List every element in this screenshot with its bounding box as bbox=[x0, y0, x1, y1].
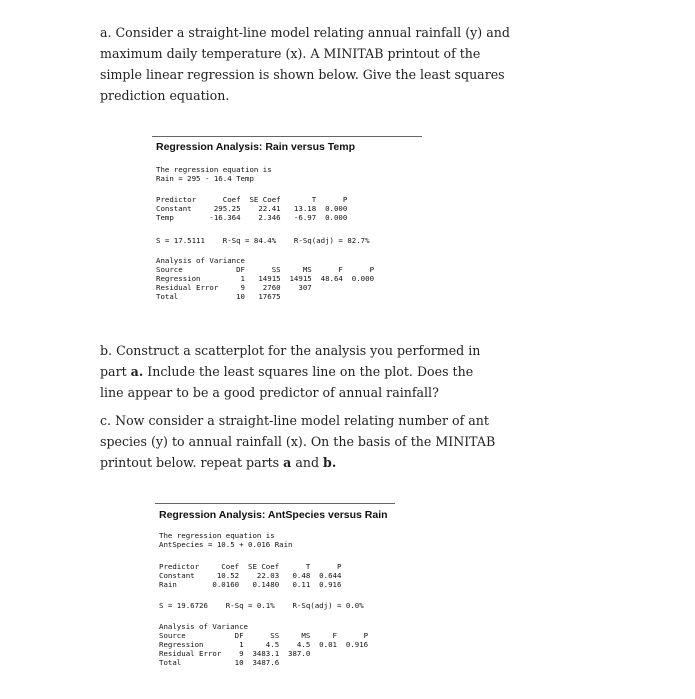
regression-equation: AntSpecies = 10.5 + 0.016 Rain bbox=[159, 540, 293, 549]
anova-row-residual: Residual Error 9 3483.1 387.0 bbox=[159, 649, 311, 658]
anova-row-total: Total 10 17675 bbox=[156, 292, 281, 301]
coef-table-header: Predictor Coef SE Coef T P bbox=[159, 562, 342, 571]
anova-header: Analysis of Variance bbox=[156, 256, 245, 265]
part-a-sentence-1: Consider a straight-line model relating annual rainfall bbox=[115, 25, 462, 40]
minitab-printout-antspecies-rain bbox=[155, 500, 395, 680]
printout-title: Regression Analysis: Rain versus Temp bbox=[156, 141, 355, 153]
part-c-ref-a: a bbox=[283, 455, 292, 470]
coef-row-constant: Constant 10.52 22.03 0.48 0.644 bbox=[159, 571, 342, 580]
part-a-var-y: (y) bbox=[465, 25, 483, 40]
anova-row-total: Total 10 3487.6 bbox=[159, 658, 280, 667]
anova-columns: Source DF SS MS F P bbox=[156, 265, 375, 274]
part-a-label: a. bbox=[100, 25, 112, 40]
anova-columns: Source DF SS MS F P bbox=[159, 631, 369, 640]
part-a-var-x: (x) bbox=[285, 46, 303, 61]
coef-row-constant: Constant 295.25 22.41 13.18 0.000 bbox=[156, 204, 348, 213]
part-a-text bbox=[100, 22, 520, 106]
part-a-sentence-3: . A MINITAB printout of the simple linear regression is shown below. Give the least squares prediction equation. bbox=[100, 46, 505, 103]
part-b-label: b. bbox=[100, 343, 113, 358]
part-c-text bbox=[100, 410, 500, 473]
part-c-and: and bbox=[295, 455, 320, 470]
printout-title: Regression Analysis: AntSpecies versus Rain bbox=[159, 509, 388, 521]
part-c-sentence-2: to annual rainfall bbox=[171, 434, 282, 449]
part-c-sentence-3: . On the basis of the MINITAB printout below. repeat parts bbox=[100, 434, 496, 470]
coef-table-header: Predictor Coef SE Coef T P bbox=[156, 195, 348, 204]
anova-header: Analysis of Variance bbox=[159, 622, 248, 631]
regression-equation-header: The regression equation is bbox=[156, 165, 272, 174]
regression-equation-header: The regression equation is bbox=[159, 531, 275, 540]
anova-row-regression: Regression 1 4.5 4.5 0.01 0.916 bbox=[159, 640, 369, 649]
model-fit-line: S = 17.5111 R-Sq = 84.4% R-Sq(adj) = 82.7% bbox=[156, 236, 370, 245]
part-b-text bbox=[100, 340, 500, 403]
coef-row-temp: Temp -16.364 2.346 -6.97 0.000 bbox=[156, 213, 348, 222]
model-fit-line: S = 19.6726 R-Sq = 0.1% R-Sq(adj) = 0.0% bbox=[159, 601, 364, 610]
coef-row-rain: Rain 0.0160 0.1480 0.11 0.916 bbox=[159, 580, 342, 589]
part-c-sentence-1: Now consider a straight-line model relating number of ant species bbox=[100, 413, 489, 449]
part-b-ref-a: a. bbox=[130, 364, 144, 379]
part-b-sentence-1: Construct a scatterplot for the analysis you performed in part bbox=[100, 343, 481, 379]
part-b-sentence-2: Include the least squares line on the plot. Does the line appear to be a good predictor of annual rainfall? bbox=[100, 364, 474, 400]
anova-row-regression: Regression 1 14915 14915 48.64 0.000 bbox=[156, 274, 375, 283]
part-c-ref-b: b. bbox=[323, 455, 337, 470]
printout-top-rule bbox=[152, 136, 422, 137]
part-c-var-x: (x) bbox=[285, 434, 303, 449]
anova-row-residual: Residual Error 9 2760 307 bbox=[156, 283, 312, 292]
part-c-label: c. bbox=[100, 413, 112, 428]
printout-top-rule bbox=[155, 503, 395, 504]
regression-equation: Rain = 295 - 16.4 Temp bbox=[156, 174, 254, 183]
part-c-var-y: (y) bbox=[151, 434, 168, 449]
part-a-sentence-2: and maximum daily temperature bbox=[100, 25, 510, 61]
minitab-printout-rain-temp bbox=[152, 133, 422, 283]
